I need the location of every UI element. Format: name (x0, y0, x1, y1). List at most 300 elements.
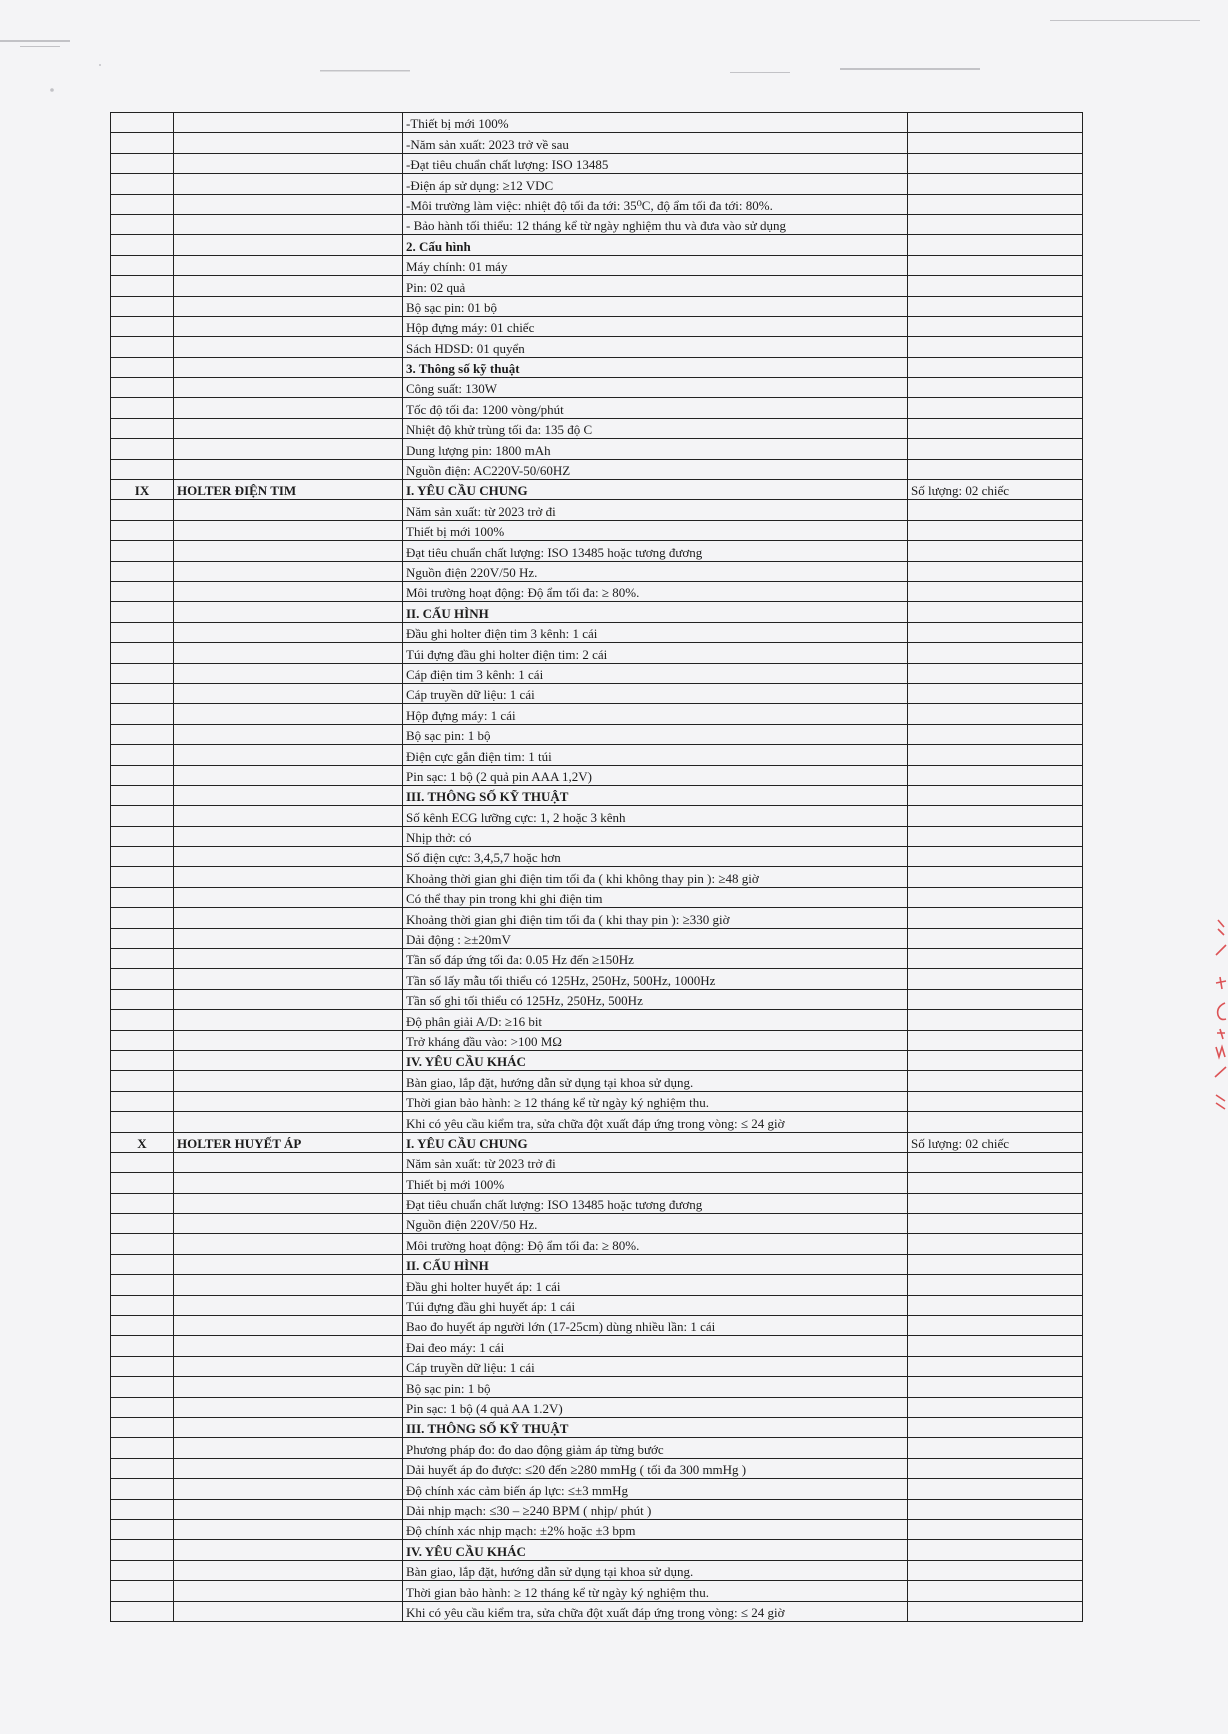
row-number (111, 378, 174, 398)
table-row (111, 1581, 1083, 1601)
row-number (111, 1356, 174, 1376)
quantity-note (908, 1010, 1083, 1030)
quantity-note (908, 1091, 1083, 1111)
quantity-note (908, 1336, 1083, 1356)
row-number (111, 1091, 174, 1111)
device-name (174, 1438, 403, 1458)
specification-text: 2. Cấu hình (403, 235, 908, 255)
row-number (111, 1397, 174, 1417)
row-number (111, 337, 174, 357)
row-number (111, 622, 174, 642)
specification-text: Hộp đựng máy: 01 chiếc (403, 316, 908, 336)
device-name (174, 357, 403, 377)
table-row (111, 235, 1083, 255)
row-number (111, 276, 174, 296)
specification-text: Túi đựng đầu ghi huyết áp: 1 cái (403, 1295, 908, 1315)
quantity-note (908, 745, 1083, 765)
specification-text: Trở kháng đầu vào: >100 MΩ (403, 1030, 908, 1050)
quantity-note (908, 1377, 1083, 1397)
row-number (111, 928, 174, 948)
table-row (111, 1356, 1083, 1376)
table-row (111, 745, 1083, 765)
device-name (174, 581, 403, 601)
table-row (111, 1336, 1083, 1356)
device-name (174, 1193, 403, 1213)
device-name (174, 1418, 403, 1438)
device-name (174, 908, 403, 928)
device-name (174, 296, 403, 316)
specification-text: Đầu ghi holter điện tim 3 kênh: 1 cái (403, 622, 908, 642)
row-number (111, 194, 174, 214)
quantity-note (908, 949, 1083, 969)
quantity-note (908, 1112, 1083, 1132)
table-row (111, 561, 1083, 581)
table-row (111, 1275, 1083, 1295)
row-number (111, 153, 174, 173)
table-row (111, 887, 1083, 907)
table-row (111, 1397, 1083, 1417)
row-number (111, 1071, 174, 1091)
table-row (111, 1377, 1083, 1397)
device-name (174, 133, 403, 153)
specification-text: Tần số ghi tối thiểu có 125Hz, 250Hz, 500Hz (403, 989, 908, 1009)
specification-text: II. CẤU HÌNH (403, 602, 908, 622)
specification-text: Dải nhịp mạch: ≤30 – ≥240 BPM ( nhịp/ phút ) (403, 1499, 908, 1519)
specification-text: -Điện áp sử dụng: ≥12 VDC (403, 174, 908, 194)
specification-text: I. YÊU CẦU CHUNG (403, 1132, 908, 1152)
row-number (111, 418, 174, 438)
row-number (111, 949, 174, 969)
table-row (111, 520, 1083, 540)
quantity-note (908, 1316, 1083, 1336)
table-row (111, 276, 1083, 296)
device-name (174, 398, 403, 418)
table-row (111, 357, 1083, 377)
quantity-note (908, 1356, 1083, 1376)
device-name (174, 643, 403, 663)
table-row (111, 602, 1083, 622)
table-row (111, 1152, 1083, 1172)
quantity-note (908, 378, 1083, 398)
device-name (174, 745, 403, 765)
device-name (174, 1152, 403, 1172)
table-row (111, 398, 1083, 418)
row-number (111, 520, 174, 540)
specification-text: Đạt tiêu chuẩn chất lượng: ISO 13485 hoặc tương đương (403, 541, 908, 561)
specification-table (110, 112, 1083, 1622)
quantity-note (908, 1499, 1083, 1519)
specification-text: Hộp đựng máy: 1 cái (403, 704, 908, 724)
quantity-note (908, 1479, 1083, 1499)
table-row (111, 704, 1083, 724)
row-number (111, 581, 174, 601)
row-number (111, 1479, 174, 1499)
specification-text: I. YÊU CẦU CHUNG (403, 480, 908, 500)
quantity-note (908, 520, 1083, 540)
device-name (174, 1581, 403, 1601)
row-number (111, 235, 174, 255)
row-number (111, 969, 174, 989)
table-row (111, 1295, 1083, 1315)
row-number (111, 989, 174, 1009)
specification-text: Cáp truyền dữ liệu: 1 cái (403, 1356, 908, 1376)
row-number (111, 357, 174, 377)
quantity-note (908, 1560, 1083, 1580)
quantity-note (908, 602, 1083, 622)
table-row (111, 1091, 1083, 1111)
specification-text: Điện cực gắn điện tim: 1 túi (403, 745, 908, 765)
device-name (174, 1050, 403, 1070)
table-row (111, 1234, 1083, 1254)
table-row (111, 867, 1083, 887)
device-name (174, 847, 403, 867)
table-row (111, 989, 1083, 1009)
quantity-note (908, 113, 1083, 133)
device-name (174, 1560, 403, 1580)
row-number (111, 113, 174, 133)
table-row (111, 113, 1083, 133)
device-name (174, 541, 403, 561)
quantity-note (908, 1519, 1083, 1539)
row-number (111, 1458, 174, 1478)
quantity-note (908, 276, 1083, 296)
quantity-note (908, 439, 1083, 459)
row-number (111, 643, 174, 663)
table-row (111, 133, 1083, 153)
device-name (174, 1540, 403, 1560)
specification-text: Khoảng thời gian ghi điện tim tối đa ( khi thay pin ): ≥330 giờ (403, 908, 908, 928)
row-number: X (111, 1132, 174, 1152)
row-number (111, 1193, 174, 1213)
device-name (174, 1377, 403, 1397)
specification-text: -Đạt tiêu chuẩn chất lượng: ISO 13485 (403, 153, 908, 173)
table-row (111, 1560, 1083, 1580)
quantity-note (908, 235, 1083, 255)
quantity-note (908, 785, 1083, 805)
specification-text: Đầu ghi holter huyết áp: 1 cái (403, 1275, 908, 1295)
row-number (111, 1601, 174, 1621)
specification-text: III. THÔNG SỐ KỸ THUẬT (403, 785, 908, 805)
table-row (111, 1071, 1083, 1091)
row-number (111, 1418, 174, 1438)
row-number (111, 316, 174, 336)
quantity-note (908, 806, 1083, 826)
quantity-note (908, 1193, 1083, 1213)
device-name (174, 1091, 403, 1111)
quantity-note (908, 541, 1083, 561)
table-row (111, 316, 1083, 336)
quantity-note (908, 255, 1083, 275)
device-name (174, 724, 403, 744)
specification-text: Số kênh ECG lưỡng cực: 1, 2 hoặc 3 kênh (403, 806, 908, 826)
quantity-note (908, 194, 1083, 214)
quantity-note (908, 1418, 1083, 1438)
specification-text: Độ phân giải A/D: ≥16 bit (403, 1010, 908, 1030)
specification-text: Bàn giao, lắp đặt, hướng dẫn sử dụng tại khoa sử dụng. (403, 1560, 908, 1580)
device-name (174, 378, 403, 398)
device-name (174, 337, 403, 357)
row-number (111, 1295, 174, 1315)
quantity-note (908, 1397, 1083, 1417)
row-number (111, 541, 174, 561)
quantity-note (908, 214, 1083, 234)
device-name (174, 561, 403, 581)
row-number (111, 133, 174, 153)
row-number (111, 255, 174, 275)
table-row (111, 1316, 1083, 1336)
table-row (111, 214, 1083, 234)
device-name (174, 439, 403, 459)
quantity-note (908, 1234, 1083, 1254)
quantity-note (908, 337, 1083, 357)
specification-text: Năm sản xuất: từ 2023 trở đi (403, 1152, 908, 1172)
quantity-note (908, 765, 1083, 785)
device-name (174, 1234, 403, 1254)
quantity-note (908, 724, 1083, 744)
row-number (111, 908, 174, 928)
table-row (111, 1193, 1083, 1213)
table-row (111, 1601, 1083, 1621)
row-number (111, 1540, 174, 1560)
quantity-note (908, 1438, 1083, 1458)
table-row (111, 928, 1083, 948)
table-row (111, 1499, 1083, 1519)
specification-text: Bàn giao, lắp đặt, hướng dẫn sử dụng tại khoa sử dụng. (403, 1071, 908, 1091)
device-name (174, 1316, 403, 1336)
table-row (111, 949, 1083, 969)
device-name (174, 214, 403, 234)
table-row (111, 1112, 1083, 1132)
quantity-note (908, 847, 1083, 867)
table-row (111, 337, 1083, 357)
table-row (111, 581, 1083, 601)
device-name (174, 806, 403, 826)
specification-text: Môi trường hoạt động: Độ ẩm tối đa: ≥ 80%. (403, 581, 908, 601)
specification-text: Dung lượng pin: 1800 mAh (403, 439, 908, 459)
table-row (111, 378, 1083, 398)
row-number (111, 704, 174, 724)
device-name (174, 928, 403, 948)
row-number (111, 847, 174, 867)
table-row (111, 765, 1083, 785)
specification-text: Pin sạc: 1 bộ (2 quả pin AAA 1,2V) (403, 765, 908, 785)
table-row (111, 643, 1083, 663)
quantity-note (908, 133, 1083, 153)
device-name (174, 1336, 403, 1356)
device-name (174, 255, 403, 275)
specification-text: Cáp truyền dữ liệu: 1 cái (403, 683, 908, 703)
table-row (111, 1214, 1083, 1234)
quantity-note (908, 867, 1083, 887)
table-row (111, 418, 1083, 438)
row-number (111, 683, 174, 703)
device-name (174, 989, 403, 1009)
table-row (111, 1418, 1083, 1438)
specification-text: Bộ sạc pin: 01 bộ (403, 296, 908, 316)
table-row (111, 1438, 1083, 1458)
quantity-note (908, 1254, 1083, 1274)
quantity-note (908, 928, 1083, 948)
table-row (111, 1010, 1083, 1030)
quantity-note (908, 1540, 1083, 1560)
device-name (174, 520, 403, 540)
specification-text: 3. Thông số kỹ thuật (403, 357, 908, 377)
device-name (174, 969, 403, 989)
device-name (174, 1173, 403, 1193)
row-number (111, 1581, 174, 1601)
row-number (111, 174, 174, 194)
table-row (111, 847, 1083, 867)
specification-text: Độ chính xác cảm biến áp lực: ≤±3 mmHg (403, 1479, 908, 1499)
device-name (174, 1601, 403, 1621)
row-number (111, 887, 174, 907)
specification-text: Năm sản xuất: từ 2023 trở đi (403, 500, 908, 520)
device-name: HOLTER ĐIỆN TIM (174, 480, 403, 500)
row-number (111, 765, 174, 785)
specification-text: - Bảo hành tối thiểu: 12 tháng kể từ ngày nghiệm thu và đưa vào sử dụng (403, 214, 908, 234)
specification-text: Phương pháp đo: đo dao động giảm áp từng bước (403, 1438, 908, 1458)
quantity-note (908, 1152, 1083, 1172)
device-name (174, 276, 403, 296)
specification-text: Nguồn điện 220V/50 Hz. (403, 561, 908, 581)
device-name (174, 1479, 403, 1499)
row-number (111, 867, 174, 887)
specification-table-body (111, 113, 1083, 1622)
table-row (111, 1173, 1083, 1193)
row-number (111, 296, 174, 316)
specification-text: Thiết bị mới 100% (403, 520, 908, 540)
row-number (111, 1152, 174, 1172)
device-name (174, 1397, 403, 1417)
specification-text: Bao đo huyết áp người lớn (17-25cm) dùng nhiều lần: 1 cái (403, 1316, 908, 1336)
specification-text: Khi có yêu cầu kiểm tra, sửa chữa đột xuất đáp ứng trong vòng: ≤ 24 giờ (403, 1601, 908, 1621)
device-name (174, 1071, 403, 1091)
table-row (111, 724, 1083, 744)
row-number (111, 724, 174, 744)
specification-text: Nhiệt độ khử trùng tối đa: 135 độ C (403, 418, 908, 438)
row-number (111, 1316, 174, 1336)
quantity-note (908, 1458, 1083, 1478)
device-name (174, 113, 403, 133)
device-name (174, 602, 403, 622)
row-number (111, 826, 174, 846)
table-row (111, 785, 1083, 805)
quantity-note (908, 1275, 1083, 1295)
device-name (174, 704, 403, 724)
row-number (111, 745, 174, 765)
specification-text: Khoảng thời gian ghi điện tim tối đa ( khi không thay pin ): ≥48 giờ (403, 867, 908, 887)
device-name (174, 1519, 403, 1539)
specification-text: II. CẤU HÌNH (403, 1254, 908, 1274)
table-row (111, 1132, 1083, 1152)
specification-text: Thiết bị mới 100% (403, 1173, 908, 1193)
quantity-note (908, 500, 1083, 520)
device-name (174, 316, 403, 336)
specification-text: Bộ sạc pin: 1 bộ (403, 1377, 908, 1397)
specification-text: Đạt tiêu chuẩn chất lượng: ISO 13485 hoặc tương đương (403, 1193, 908, 1213)
quantity-note (908, 1295, 1083, 1315)
quantity-note (908, 1214, 1083, 1234)
specification-text: -Năm sản xuất: 2023 trở về sau (403, 133, 908, 153)
specification-text: IV. YÊU CẦU KHÁC (403, 1540, 908, 1560)
specification-text: -Môi trường làm việc: nhiệt độ tối đa tới: 35⁰C, độ ẩm tối đa tới: 80%. (403, 194, 908, 214)
row-number (111, 1519, 174, 1539)
table-row (111, 459, 1083, 479)
row-number (111, 602, 174, 622)
specification-text: Nguồn điện 220V/50 Hz. (403, 1214, 908, 1234)
table-row (111, 969, 1083, 989)
table-row (111, 1254, 1083, 1274)
quantity-note: Số lượng: 02 chiếc (908, 1132, 1083, 1152)
row-number (111, 1173, 174, 1193)
row-number (111, 1112, 174, 1132)
device-name (174, 765, 403, 785)
quantity-note (908, 1581, 1083, 1601)
quantity-note: Số lượng: 02 chiếc (908, 480, 1083, 500)
quantity-note (908, 1173, 1083, 1193)
specification-text: Tốc độ tối đa: 1200 vòng/phút (403, 398, 908, 418)
row-number (111, 214, 174, 234)
row-number (111, 1254, 174, 1274)
specification-text: Khi có yêu cầu kiểm tra, sửa chữa đột xuất đáp ứng trong vòng: ≤ 24 giờ (403, 1112, 908, 1132)
row-number (111, 459, 174, 479)
specification-text: III. THÔNG SỐ KỸ THUẬT (403, 1418, 908, 1438)
specification-text: Nguồn điện: AC220V-50/60HZ (403, 459, 908, 479)
quantity-note (908, 459, 1083, 479)
device-name (174, 459, 403, 479)
specification-text: -Thiết bị mới 100% (403, 113, 908, 133)
row-number: IX (111, 480, 174, 500)
specification-text: Thời gian bảo hành: ≥ 12 tháng kể từ ngày ký nghiệm thu. (403, 1581, 908, 1601)
table-row (111, 174, 1083, 194)
table-row (111, 439, 1083, 459)
quantity-note (908, 908, 1083, 928)
quantity-note (908, 153, 1083, 173)
quantity-note (908, 398, 1083, 418)
table-row (111, 1519, 1083, 1539)
device-name (174, 500, 403, 520)
row-number (111, 500, 174, 520)
row-number (111, 561, 174, 581)
row-number (111, 663, 174, 683)
row-number (111, 1275, 174, 1295)
row-number (111, 398, 174, 418)
device-name (174, 867, 403, 887)
quantity-note (908, 1050, 1083, 1070)
specification-text: Máy chính: 01 máy (403, 255, 908, 275)
table-row (111, 480, 1083, 500)
device-name (174, 826, 403, 846)
table-row (111, 255, 1083, 275)
quantity-note (908, 1071, 1083, 1091)
quantity-note (908, 663, 1083, 683)
table-row (111, 541, 1083, 561)
table-row (111, 806, 1083, 826)
table-row (111, 500, 1083, 520)
table-row (111, 1458, 1083, 1478)
specification-text: Đai đeo máy: 1 cái (403, 1336, 908, 1356)
table-row (111, 1030, 1083, 1050)
quantity-note (908, 357, 1083, 377)
device-name (174, 1356, 403, 1376)
device-name (174, 235, 403, 255)
quantity-note (908, 418, 1083, 438)
table-row (111, 194, 1083, 214)
row-number (111, 1438, 174, 1458)
row-number (111, 1560, 174, 1580)
row-number (111, 1234, 174, 1254)
device-name (174, 1254, 403, 1274)
